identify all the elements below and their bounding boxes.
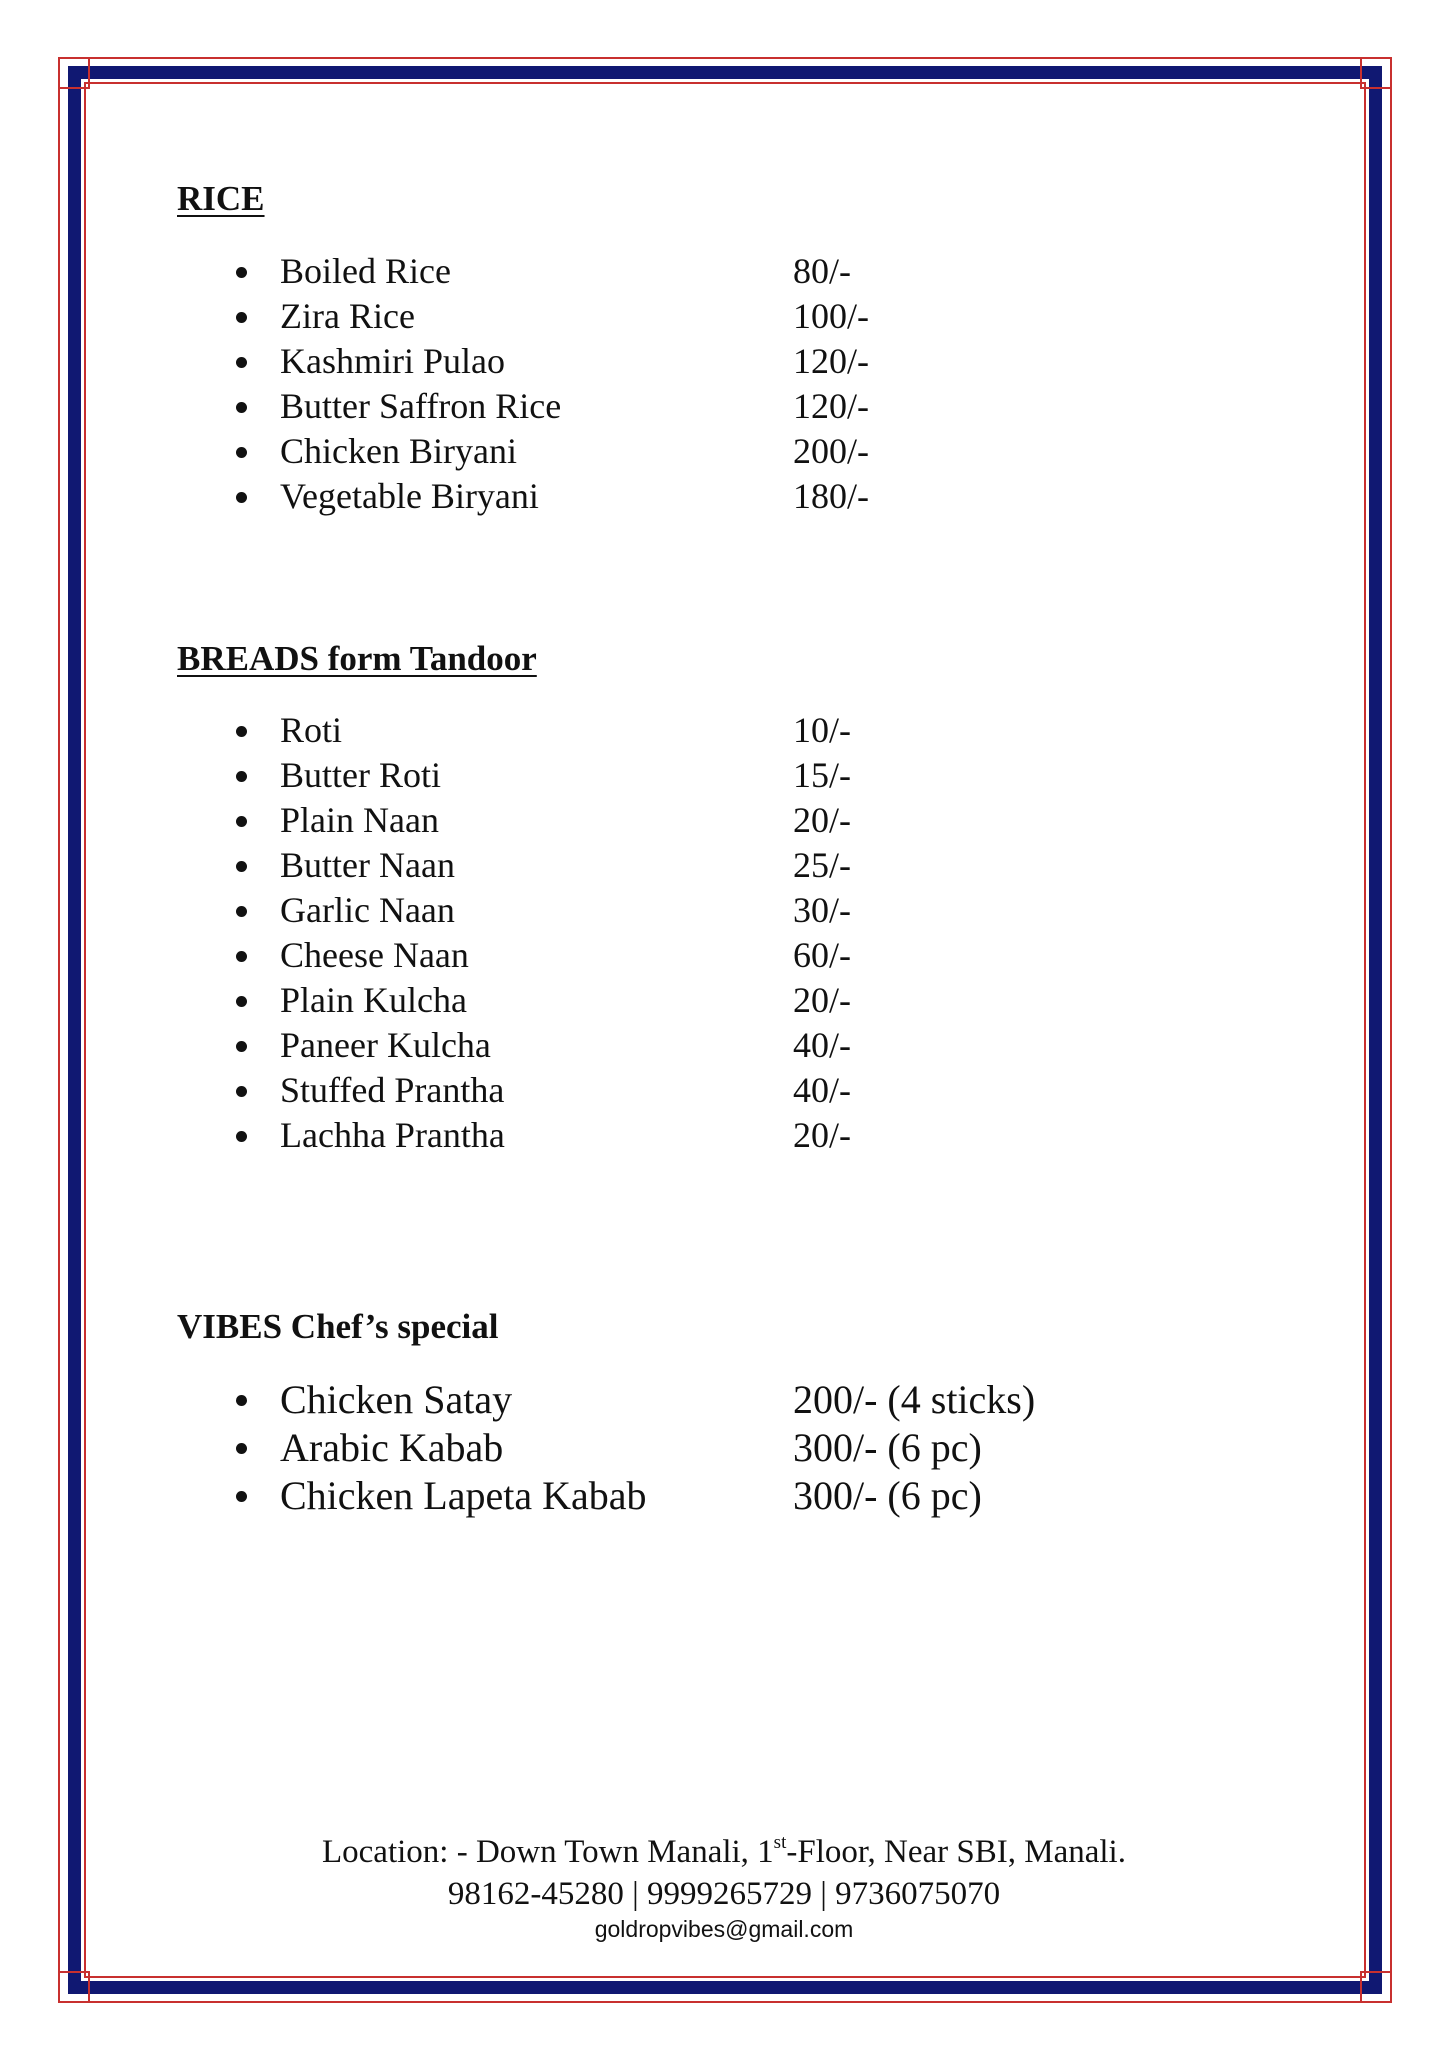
- item-price: 40/-: [793, 1070, 851, 1110]
- bullet-icon: [236, 267, 247, 278]
- bullet-icon: [236, 357, 247, 368]
- item-name: Butter Saffron Rice: [280, 386, 562, 426]
- menu-item: [0, 888, 1448, 933]
- item-name: Cheese Naan: [280, 935, 469, 975]
- item-name: Chicken Lapeta Kabab: [280, 1473, 647, 1518]
- bullet-icon: [236, 861, 247, 872]
- item-name: Kashmiri Pulao: [280, 341, 505, 381]
- item-price: 200/- (4 sticks): [793, 1377, 1036, 1422]
- item-price: 30/-: [793, 890, 851, 930]
- footer-email: goldropvibes@gmail.com: [594, 1916, 854, 1942]
- bullet-icon: [236, 771, 247, 782]
- bullet-icon: [236, 996, 247, 1007]
- menu-list-chefs-special: [0, 1376, 1448, 1520]
- item-price: 120/-: [793, 386, 869, 426]
- section-heading-rice: RICE: [177, 179, 265, 218]
- item-name: Boiled Rice: [280, 251, 451, 291]
- item-price: 20/-: [793, 800, 851, 840]
- item-name: Stuffed Prantha: [280, 1070, 505, 1110]
- item-price: 20/-: [793, 1115, 851, 1155]
- bullet-icon: [236, 951, 247, 962]
- floor-ordinal-suffix: st: [773, 1832, 787, 1853]
- item-price: 300/- (6 pc): [793, 1473, 982, 1518]
- menu-item: [0, 339, 1448, 384]
- menu-item: [0, 843, 1448, 888]
- location-text: Location: - Down Town Manali, 1: [322, 1834, 774, 1870]
- menu-item: [0, 798, 1448, 843]
- bullet-icon: [236, 726, 247, 737]
- section-heading-chefs-special: VIBES Chef’s special: [177, 1307, 499, 1346]
- menu-item: [0, 1424, 1448, 1472]
- bullet-icon: [236, 1491, 247, 1502]
- item-price: 100/-: [793, 296, 869, 336]
- bullet-icon: [236, 1041, 247, 1052]
- menu-item: [0, 1023, 1448, 1068]
- item-price: 80/-: [793, 251, 851, 291]
- bullet-icon: [236, 1443, 247, 1454]
- menu-item: [0, 1472, 1448, 1520]
- item-name: Plain Kulcha: [280, 980, 467, 1020]
- item-name: Zira Rice: [280, 296, 415, 336]
- bullet-icon: [236, 1086, 247, 1097]
- item-price: 40/-: [793, 1025, 851, 1065]
- bullet-icon: [236, 447, 247, 458]
- menu-item: [0, 384, 1448, 429]
- item-name: Vegetable Biryani: [280, 476, 539, 516]
- menu-item: [0, 429, 1448, 474]
- menu-item: [0, 294, 1448, 339]
- item-name: Chicken Biryani: [280, 431, 517, 471]
- item-name: Paneer Kulcha: [280, 1025, 491, 1065]
- section-heading-breads: BREADS form Tandoor: [177, 639, 537, 678]
- menu-item: [0, 474, 1448, 519]
- item-price: 120/-: [793, 341, 869, 381]
- menu-item: [0, 1068, 1448, 1113]
- menu-item: [0, 933, 1448, 978]
- item-name: Arabic Kabab: [280, 1425, 504, 1470]
- item-price: 15/-: [793, 755, 851, 795]
- menu-item: [0, 978, 1448, 1023]
- bullet-icon: [236, 402, 247, 413]
- footer-location: [0, 1832, 1448, 1872]
- menu-list-breads: [0, 708, 1448, 1158]
- item-name: Roti: [280, 710, 343, 750]
- menu-item: [0, 708, 1448, 753]
- bullet-icon: [236, 1131, 247, 1142]
- bullet-icon: [236, 492, 247, 503]
- item-name: Butter Roti: [280, 755, 441, 795]
- menu-list-rice: [0, 249, 1448, 519]
- item-name: Chicken Satay: [280, 1377, 513, 1422]
- menu-item: [0, 1113, 1448, 1158]
- item-price: 200/-: [793, 431, 869, 471]
- bullet-icon: [236, 906, 247, 917]
- corner-ornament-bottom-left: [58, 1971, 90, 2003]
- bullet-icon: [236, 312, 247, 323]
- bullet-icon: [236, 1395, 247, 1406]
- menu-item: [0, 249, 1448, 294]
- item-price: 10/-: [793, 710, 851, 750]
- corner-ornament-top-right: [1360, 57, 1392, 89]
- item-price: 60/-: [793, 935, 851, 975]
- corner-ornament-top-left: [58, 57, 90, 89]
- footer-phone-numbers: 98162-45280 | 9999265729 | 9736075070: [447, 1876, 1001, 1912]
- menu-item: [0, 753, 1448, 798]
- item-price: 25/-: [793, 845, 851, 885]
- location-text-end: -Floor, Near SBI, Manali.: [786, 1834, 1126, 1870]
- item-name: Butter Naan: [280, 845, 455, 885]
- item-name: Garlic Naan: [280, 890, 455, 930]
- corner-ornament-bottom-right: [1360, 1971, 1392, 2003]
- item-price: 300/- (6 pc): [793, 1425, 982, 1470]
- item-price: 20/-: [793, 980, 851, 1020]
- item-name: Plain Naan: [280, 800, 439, 840]
- menu-item: [0, 1376, 1448, 1424]
- bullet-icon: [236, 816, 247, 827]
- item-name: Lachha Prantha: [280, 1115, 505, 1155]
- item-price: 180/-: [793, 476, 869, 516]
